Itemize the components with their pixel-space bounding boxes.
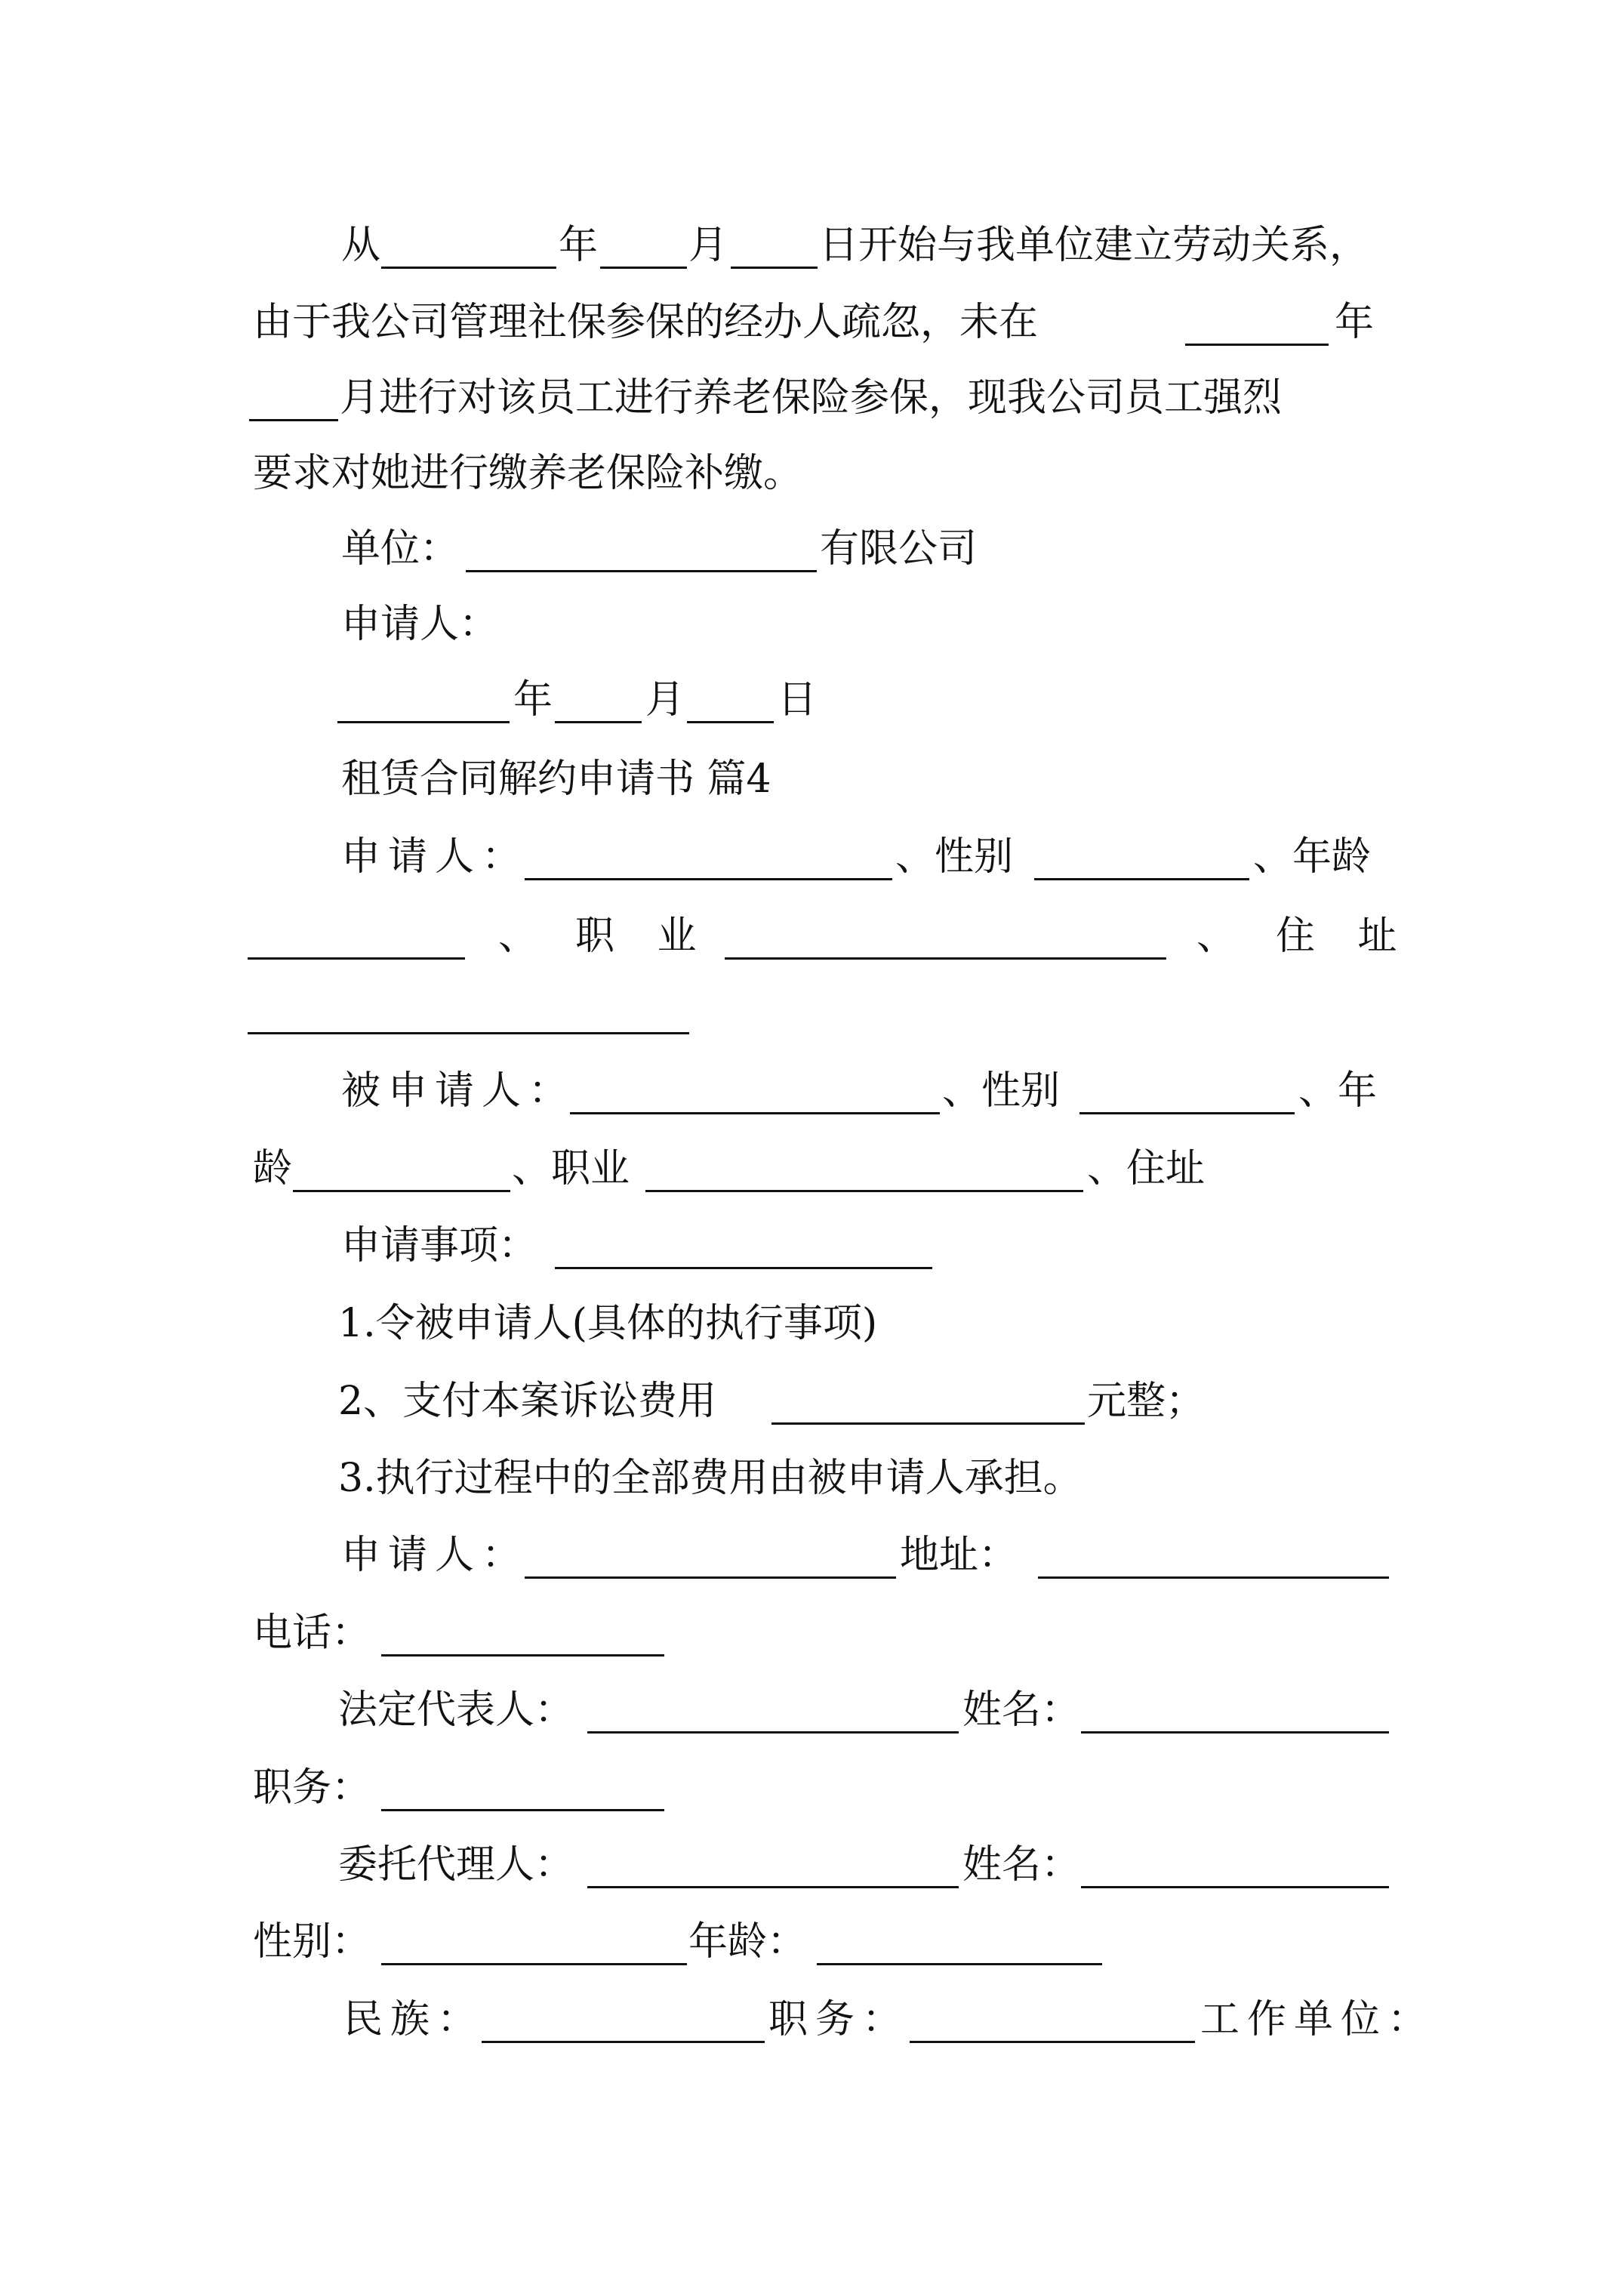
blank-matters[interactable] [555,1267,932,1269]
blank-ethnicity[interactable] [482,2041,765,2043]
blank-year[interactable] [337,721,510,723]
matters-label: 申请事项： [341,1223,538,1268]
applicant-label: 申请人： [341,1533,529,1578]
blank-fee[interactable] [771,1422,1085,1425]
ethnicity-label: 民族： [343,1997,485,2042]
applicant-label: 申请人： [341,602,499,647]
blank-gender[interactable] [1079,1112,1295,1114]
blank-month[interactable] [600,267,687,269]
gender-label: 性别： [253,1919,371,1965]
text: 由于我公司管理社保参保的经办人疏忽，未在 [253,300,1039,345]
respondent-label: 被申请人： [341,1068,576,1114]
blank-month[interactable] [249,419,338,421]
gender-label: 、性别 [895,834,1014,880]
address-label: 、住址 [1087,1146,1206,1191]
blank-age[interactable] [248,957,465,960]
text: 月 [645,677,685,723]
unit-suffix: 有限公司 [820,526,978,572]
age-label: 年龄： [688,1919,807,1965]
blank-respondent[interactable] [570,1112,940,1114]
age-label: 、年龄 [1253,834,1372,880]
blank-year[interactable] [1185,344,1329,346]
item-text-suffix: 元整； [1087,1379,1206,1424]
blank-unit[interactable] [466,570,817,572]
address-label: 住 址 [1276,914,1397,959]
age-label-cont: 龄 [253,1146,293,1191]
text: 从 [341,223,381,268]
blank-job[interactable] [725,957,1166,960]
blank-gender[interactable] [1034,878,1249,880]
blank-address[interactable] [1038,1576,1389,1579]
blank-name[interactable] [1081,1886,1389,1888]
text: 要求对她进行缴养老保险补缴。 [253,451,803,496]
blank-name[interactable] [1081,1731,1389,1734]
position-label: 职务： [768,1997,910,2042]
blank-position[interactable] [381,1809,664,1811]
address-label: 地址： [900,1533,1018,1578]
blank-applicant[interactable] [525,878,892,880]
workplace-label: 工作单位： [1200,1997,1435,2042]
blank-year[interactable] [381,267,556,269]
name-label: 姓名： [962,1687,1081,1733]
blank-phone[interactable] [381,1654,664,1657]
text: 、 [1196,914,1236,959]
text: 年 [1335,300,1375,345]
text: 日 [778,677,818,723]
text: 、 [498,914,538,959]
blank-agent[interactable] [587,1886,959,1888]
item-text: 1.令被申请人(具体的执行事项) [338,1301,878,1346]
text: 年 [559,223,599,268]
blank-age[interactable] [293,1190,510,1192]
blank-address[interactable] [248,1032,689,1034]
heading-text: 租赁合同解约申请书 篇4 [341,757,771,802]
blank-month[interactable] [555,721,642,723]
applicant-label: 申请人： [341,834,529,880]
phone-label: 电话： [253,1610,371,1656]
job-label: 职 业 [575,914,697,959]
blank-gender[interactable] [381,1963,687,1965]
item-text: 3.执行过程中的全部费用由被申请人承担。 [338,1456,1083,1501]
age-label: 、年 [1298,1068,1378,1114]
gender-label: 、性别 [942,1068,1061,1114]
item-text: 2、支付本案诉讼费用 [338,1379,717,1424]
text: 月 [688,223,728,268]
blank-job[interactable] [645,1190,1083,1192]
text: 月进行对该员工进行养老保险参保，现我公司员工强烈 [340,375,1283,421]
unit-label: 单位： [341,526,460,572]
text: 年 [513,677,553,723]
blank-day[interactable] [731,267,818,269]
job-label: 、职业 [512,1146,630,1191]
name-label: 姓名： [962,1842,1081,1888]
position-label: 职务： [253,1765,371,1811]
legal-rep-label: 法定代表人： [338,1687,574,1733]
blank-position[interactable] [910,2041,1195,2043]
text: 日开始与我单位建立劳动关系， [819,223,1369,268]
blank-applicant[interactable] [525,1576,896,1579]
blank-legal-rep[interactable] [587,1731,959,1734]
blank-age[interactable] [817,1963,1102,1965]
blank-day[interactable] [687,721,774,723]
agent-label: 委托代理人： [338,1842,574,1888]
